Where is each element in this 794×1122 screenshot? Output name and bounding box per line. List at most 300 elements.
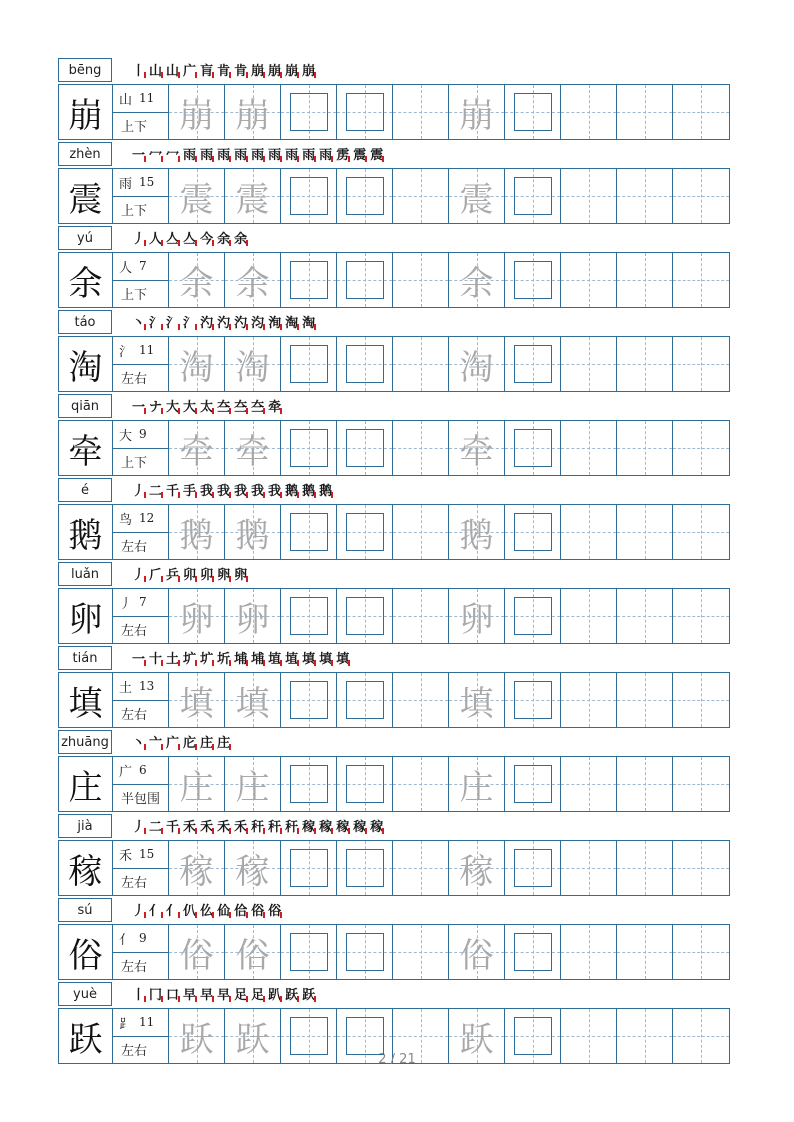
boxed-practice-cell[interactable] — [505, 169, 561, 223]
boxed-practice-cell[interactable] — [337, 925, 393, 979]
model-character: 牵 — [59, 421, 113, 475]
inner-square — [346, 1017, 384, 1055]
structure-type: 左右 — [121, 372, 148, 388]
stroke-order-sequence — [132, 396, 285, 418]
practice-cell[interactable] — [617, 421, 673, 475]
boxed-practice-cell[interactable] — [281, 841, 337, 895]
stroke-step: 肯 — [234, 63, 248, 79]
trace-cell[interactable] — [449, 85, 505, 139]
character-block — [58, 392, 730, 476]
model-character: 卵 — [59, 589, 113, 643]
practice-grid-row — [58, 840, 730, 896]
trace-cell[interactable] — [169, 925, 225, 979]
trace-cell[interactable] — [169, 673, 225, 727]
radical: 雨 — [119, 176, 133, 192]
boxed-practice-cell[interactable] — [281, 925, 337, 979]
stroke-step: 夳 — [234, 399, 248, 415]
model-character: 庄 — [59, 757, 113, 811]
trace-character: 淘 — [459, 347, 494, 388]
boxed-practice-cell[interactable] — [505, 505, 561, 559]
practice-cell[interactable] — [561, 85, 617, 139]
boxed-practice-cell[interactable] — [337, 841, 393, 895]
practice-cell[interactable] — [673, 925, 729, 979]
inner-square — [346, 177, 384, 215]
model-character: 崩 — [59, 85, 113, 139]
practice-cell[interactable] — [561, 841, 617, 895]
trace-character: 震 — [459, 179, 494, 220]
stroke-step: 早 — [183, 987, 197, 1003]
practice-cell[interactable] — [617, 337, 673, 391]
practice-cell[interactable] — [673, 673, 729, 727]
structure-type: 左右 — [121, 960, 148, 976]
practice-cell[interactable] — [393, 925, 449, 979]
stroke-step: 一 — [132, 651, 146, 667]
inner-square — [514, 597, 552, 635]
stroke-step: 丶 — [132, 735, 146, 751]
trace-character: 淘 — [179, 347, 214, 388]
stroke-step: 我 — [234, 483, 248, 499]
trace-cell[interactable] — [169, 169, 225, 223]
practice-grid-row — [58, 168, 730, 224]
stroke-step: 雨 — [251, 147, 265, 163]
stroke-count: 13 — [139, 679, 155, 694]
pinyin-label: bēng — [58, 58, 112, 82]
boxed-practice-cell[interactable] — [505, 673, 561, 727]
character-block — [58, 560, 730, 644]
trace-cell[interactable] — [449, 253, 505, 307]
practice-cell[interactable] — [673, 421, 729, 475]
stroke-step: 太 — [200, 399, 214, 415]
practice-grid-row — [58, 504, 730, 560]
stroke-step: 千 — [166, 819, 180, 835]
practice-cell[interactable] — [393, 169, 449, 223]
trace-cell[interactable] — [449, 589, 505, 643]
character-block — [58, 896, 730, 980]
boxed-practice-cell[interactable] — [505, 421, 561, 475]
practice-cell[interactable] — [617, 925, 673, 979]
stroke-step: 大 — [183, 399, 197, 415]
trace-cell[interactable] — [449, 169, 505, 223]
practice-cell[interactable] — [673, 589, 729, 643]
trace-cell[interactable] — [225, 673, 281, 727]
boxed-practice-cell[interactable] — [505, 925, 561, 979]
stroke-step: 卯 — [183, 567, 197, 583]
inner-square — [290, 513, 328, 551]
model-character: 震 — [59, 169, 113, 223]
stroke-order-sequence — [132, 228, 251, 250]
boxed-practice-cell[interactable] — [281, 673, 337, 727]
radical: ⻊ — [119, 1016, 133, 1032]
trace-cell[interactable] — [169, 337, 225, 391]
boxed-practice-cell[interactable] — [337, 505, 393, 559]
stroke-order-sequence — [132, 984, 319, 1006]
stroke-step: 亻 — [166, 903, 180, 919]
practice-cell[interactable] — [617, 85, 673, 139]
stroke-order-sequence — [132, 900, 285, 922]
stroke-step: 雨 — [285, 147, 299, 163]
trace-cell[interactable] — [449, 505, 505, 559]
radical: 丿 — [119, 596, 133, 612]
character-info — [113, 85, 169, 139]
stroke-step: 雨 — [234, 147, 248, 163]
trace-character: 稼 — [235, 851, 270, 892]
model-character: 跃 — [59, 1009, 113, 1063]
boxed-practice-cell[interactable] — [281, 253, 337, 307]
boxed-practice-cell[interactable] — [505, 757, 561, 811]
trace-character: 庄 — [235, 767, 270, 808]
radical-stroke-count — [113, 673, 168, 701]
pinyin-label: yú — [58, 226, 112, 250]
stroke-count: 7 — [139, 595, 147, 610]
practice-cell[interactable] — [393, 673, 449, 727]
trace-character: 震 — [179, 179, 214, 220]
trace-character: 余 — [235, 263, 270, 304]
radical-stroke-count — [113, 421, 168, 449]
inner-square — [514, 765, 552, 803]
trace-character: 稼 — [179, 851, 214, 892]
trace-cell[interactable] — [225, 841, 281, 895]
trace-character: 填 — [459, 683, 494, 724]
character-info — [113, 673, 169, 727]
trace-cell[interactable] — [449, 421, 505, 475]
stroke-step: 丿 — [132, 903, 146, 919]
stroke-step: 稼 — [370, 819, 384, 835]
stroke-step: 亼 — [183, 231, 197, 247]
stroke-step: 氵 — [166, 315, 180, 331]
stroke-step: 早 — [217, 987, 231, 1003]
inner-square — [346, 933, 384, 971]
pinyin-row — [58, 560, 730, 588]
stroke-step: 崩 — [285, 63, 299, 79]
structure-type: 上下 — [121, 288, 148, 304]
practice-cell[interactable] — [673, 169, 729, 223]
stroke-order-sequence — [132, 816, 387, 838]
trace-character: 牵 — [235, 431, 270, 472]
radical-stroke-count — [113, 505, 168, 533]
boxed-practice-cell[interactable] — [337, 337, 393, 391]
stroke-step: 仈 — [183, 903, 197, 919]
stroke-step: 牵 — [268, 399, 282, 415]
stroke-step: 秆 — [268, 819, 282, 835]
stroke-step: 埴 — [285, 651, 299, 667]
character-info — [113, 505, 169, 559]
inner-square — [290, 765, 328, 803]
practice-grid-row — [58, 588, 730, 644]
stroke-step: 汋 — [217, 315, 231, 331]
pinyin-label: yuè — [58, 982, 112, 1006]
stroke-step: 圻 — [217, 651, 231, 667]
model-character: 淘 — [59, 337, 113, 391]
stroke-step: 一 — [132, 147, 146, 163]
boxed-practice-cell[interactable] — [281, 85, 337, 139]
pinyin-row — [58, 980, 730, 1008]
pinyin-label: sú — [58, 898, 112, 922]
stroke-step: 埔 — [234, 651, 248, 667]
practice-cell[interactable] — [393, 841, 449, 895]
practice-cell[interactable] — [617, 841, 673, 895]
pinyin-label: jià — [58, 814, 112, 838]
practice-cell[interactable] — [673, 505, 729, 559]
inner-square — [346, 765, 384, 803]
stroke-step: 氵 — [183, 315, 197, 331]
radical-stroke-count — [113, 253, 168, 281]
stroke-order-sequence — [132, 60, 319, 82]
stroke-step: 丶 — [132, 315, 146, 331]
stroke-count: 11 — [139, 1015, 155, 1030]
trace-cell[interactable] — [449, 841, 505, 895]
stroke-step: 亠 — [149, 735, 163, 751]
inner-square — [346, 849, 384, 887]
practice-cell[interactable] — [561, 253, 617, 307]
stroke-step: 丨 — [132, 63, 146, 79]
trace-cell[interactable] — [225, 337, 281, 391]
trace-cell[interactable] — [225, 85, 281, 139]
trace-character: 卵 — [235, 599, 270, 640]
practice-cell[interactable] — [393, 421, 449, 475]
boxed-practice-cell[interactable] — [505, 85, 561, 139]
character-block — [58, 812, 730, 896]
radical-stroke-count — [113, 925, 168, 953]
stroke-step: 庄 — [217, 735, 231, 751]
boxed-practice-cell[interactable] — [281, 337, 337, 391]
radical: 土 — [119, 680, 133, 696]
practice-grid-row — [58, 672, 730, 728]
practice-cell[interactable] — [393, 757, 449, 811]
pinyin-row — [58, 308, 730, 336]
practice-cell[interactable] — [673, 337, 729, 391]
stroke-step: 汋 — [200, 315, 214, 331]
trace-character: 鹅 — [459, 515, 494, 556]
pinyin-row — [58, 392, 730, 420]
character-info — [113, 337, 169, 391]
pinyin-row — [58, 728, 730, 756]
stroke-step: 足 — [251, 987, 265, 1003]
character-block — [58, 140, 730, 224]
practice-cell[interactable] — [673, 757, 729, 811]
stroke-order-sequence — [132, 144, 387, 166]
inner-square — [514, 261, 552, 299]
character-block — [58, 224, 730, 308]
practice-cell[interactable] — [673, 841, 729, 895]
boxed-practice-cell[interactable] — [337, 757, 393, 811]
structure-type: 半包围 — [121, 792, 161, 808]
stroke-step: 填 — [319, 651, 333, 667]
stroke-step: 佡 — [217, 903, 231, 919]
character-info — [113, 253, 169, 307]
stroke-count: 15 — [139, 847, 155, 862]
stroke-step: 雨 — [183, 147, 197, 163]
practice-cell[interactable] — [617, 589, 673, 643]
practice-cell[interactable] — [617, 673, 673, 727]
practice-cell[interactable] — [617, 505, 673, 559]
stroke-step: 早 — [200, 987, 214, 1003]
trace-cell[interactable] — [449, 757, 505, 811]
practice-cell[interactable] — [561, 169, 617, 223]
trace-cell[interactable] — [449, 337, 505, 391]
boxed-practice-cell[interactable] — [505, 253, 561, 307]
trace-character: 崩 — [459, 95, 494, 136]
trace-cell[interactable] — [225, 505, 281, 559]
trace-character: 俗 — [459, 935, 494, 976]
practice-cell[interactable] — [673, 253, 729, 307]
trace-cell[interactable] — [225, 169, 281, 223]
trace-character: 填 — [179, 683, 214, 724]
stroke-step: 仫 — [200, 903, 214, 919]
inner-square — [514, 177, 552, 215]
stroke-step: 丿 — [132, 567, 146, 583]
model-character: 稼 — [59, 841, 113, 895]
stroke-step: 我 — [200, 483, 214, 499]
practice-cell[interactable] — [561, 421, 617, 475]
inner-square — [514, 345, 552, 383]
stroke-step: 雨 — [200, 147, 214, 163]
trace-cell[interactable] — [169, 421, 225, 475]
inner-square — [514, 93, 552, 131]
trace-character: 跃 — [235, 1019, 270, 1060]
practice-cell[interactable] — [561, 589, 617, 643]
radical: 人 — [119, 260, 133, 276]
practice-cell[interactable] — [393, 85, 449, 139]
boxed-practice-cell[interactable] — [281, 589, 337, 643]
boxed-practice-cell[interactable] — [505, 841, 561, 895]
trace-cell[interactable] — [225, 757, 281, 811]
stroke-step: 俗 — [251, 903, 265, 919]
pinyin-row — [58, 644, 730, 672]
stroke-step: 夳 — [217, 399, 231, 415]
stroke-order-sequence — [132, 480, 336, 502]
trace-cell[interactable] — [225, 925, 281, 979]
radical: 山 — [119, 92, 133, 108]
stroke-order-sequence — [132, 312, 319, 334]
practice-cell[interactable] — [673, 85, 729, 139]
inner-square — [514, 681, 552, 719]
character-info — [113, 757, 169, 811]
practice-cell[interactable] — [561, 757, 617, 811]
practice-cell[interactable] — [561, 505, 617, 559]
trace-cell[interactable] — [169, 505, 225, 559]
trace-cell[interactable] — [225, 589, 281, 643]
practice-grid-row — [58, 924, 730, 980]
boxed-practice-cell[interactable] — [281, 505, 337, 559]
trace-cell[interactable] — [169, 253, 225, 307]
inner-square — [290, 681, 328, 719]
stroke-order-sequence — [132, 732, 234, 754]
stroke-step: 雨 — [268, 147, 282, 163]
boxed-practice-cell[interactable] — [337, 253, 393, 307]
stroke-step: 土 — [166, 651, 180, 667]
stroke-step: 冖 — [149, 147, 163, 163]
practice-cell[interactable] — [561, 925, 617, 979]
structure-type: 上下 — [121, 120, 148, 136]
trace-character: 淘 — [235, 347, 270, 388]
trace-cell[interactable] — [169, 589, 225, 643]
practice-cell[interactable] — [393, 589, 449, 643]
stroke-step: 庀 — [183, 735, 197, 751]
stroke-step: 丿 — [132, 483, 146, 499]
boxed-practice-cell[interactable] — [337, 673, 393, 727]
boxed-practice-cell[interactable] — [337, 169, 393, 223]
boxed-practice-cell[interactable] — [337, 589, 393, 643]
trace-cell[interactable] — [169, 85, 225, 139]
practice-grid-row — [58, 756, 730, 812]
inner-square — [346, 513, 384, 551]
pinyin-row — [58, 476, 730, 504]
structure-type: 左右 — [121, 624, 148, 640]
stroke-step: 跃 — [302, 987, 316, 1003]
boxed-practice-cell[interactable] — [337, 85, 393, 139]
inner-square — [514, 849, 552, 887]
pinyin-label: táo — [58, 310, 112, 334]
trace-cell[interactable] — [225, 421, 281, 475]
stroke-step: 今 — [200, 231, 214, 247]
practice-cell[interactable] — [393, 505, 449, 559]
stroke-step: 足 — [234, 987, 248, 1003]
boxed-practice-cell[interactable] — [281, 421, 337, 475]
pinyin-row — [58, 140, 730, 168]
pinyin-row — [58, 224, 730, 252]
trace-cell[interactable] — [169, 757, 225, 811]
stroke-step: 崩 — [302, 63, 316, 79]
boxed-practice-cell[interactable] — [505, 589, 561, 643]
inner-square — [290, 93, 328, 131]
trace-cell[interactable] — [169, 841, 225, 895]
stroke-step: 余 — [234, 231, 248, 247]
stroke-count: 7 — [139, 259, 147, 274]
stroke-step: 禾 — [217, 819, 231, 835]
trace-cell[interactable] — [449, 673, 505, 727]
stroke-step: 淘 — [302, 315, 316, 331]
stroke-step: 大 — [166, 399, 180, 415]
model-character: 余 — [59, 253, 113, 307]
stroke-order-sequence — [132, 648, 353, 670]
pinyin-label: zhèn — [58, 142, 112, 166]
radical-stroke-count — [113, 85, 168, 113]
radical-stroke-count — [113, 757, 168, 785]
stroke-step: 我 — [251, 483, 265, 499]
radical: 亻 — [119, 932, 133, 948]
model-character: 填 — [59, 673, 113, 727]
boxed-practice-cell[interactable] — [505, 337, 561, 391]
trace-character: 鹅 — [235, 515, 270, 556]
practice-cell[interactable] — [617, 253, 673, 307]
trace-cell[interactable] — [449, 925, 505, 979]
stroke-step: 二 — [149, 483, 163, 499]
inner-square — [290, 177, 328, 215]
trace-character: 俗 — [179, 935, 214, 976]
boxed-practice-cell[interactable] — [281, 757, 337, 811]
practice-cell[interactable] — [393, 253, 449, 307]
stroke-step: 夳 — [251, 399, 265, 415]
radical-stroke-count — [113, 841, 168, 869]
boxed-practice-cell[interactable] — [337, 421, 393, 475]
structure-type: 上下 — [121, 456, 148, 472]
stroke-step: 鹅 — [285, 483, 299, 499]
practice-cell[interactable] — [561, 337, 617, 391]
practice-cell[interactable] — [617, 757, 673, 811]
trace-character: 崩 — [235, 95, 270, 136]
practice-cell[interactable] — [561, 673, 617, 727]
boxed-practice-cell[interactable] — [281, 169, 337, 223]
inner-square — [346, 429, 384, 467]
inner-square — [514, 429, 552, 467]
stroke-step: 秆 — [251, 819, 265, 835]
pinyin-label: luǎn — [58, 562, 112, 586]
practice-cell[interactable] — [393, 337, 449, 391]
stroke-step: 震 — [370, 147, 384, 163]
practice-cell[interactable] — [617, 169, 673, 223]
trace-character: 牵 — [179, 431, 214, 472]
trace-cell[interactable] — [225, 253, 281, 307]
